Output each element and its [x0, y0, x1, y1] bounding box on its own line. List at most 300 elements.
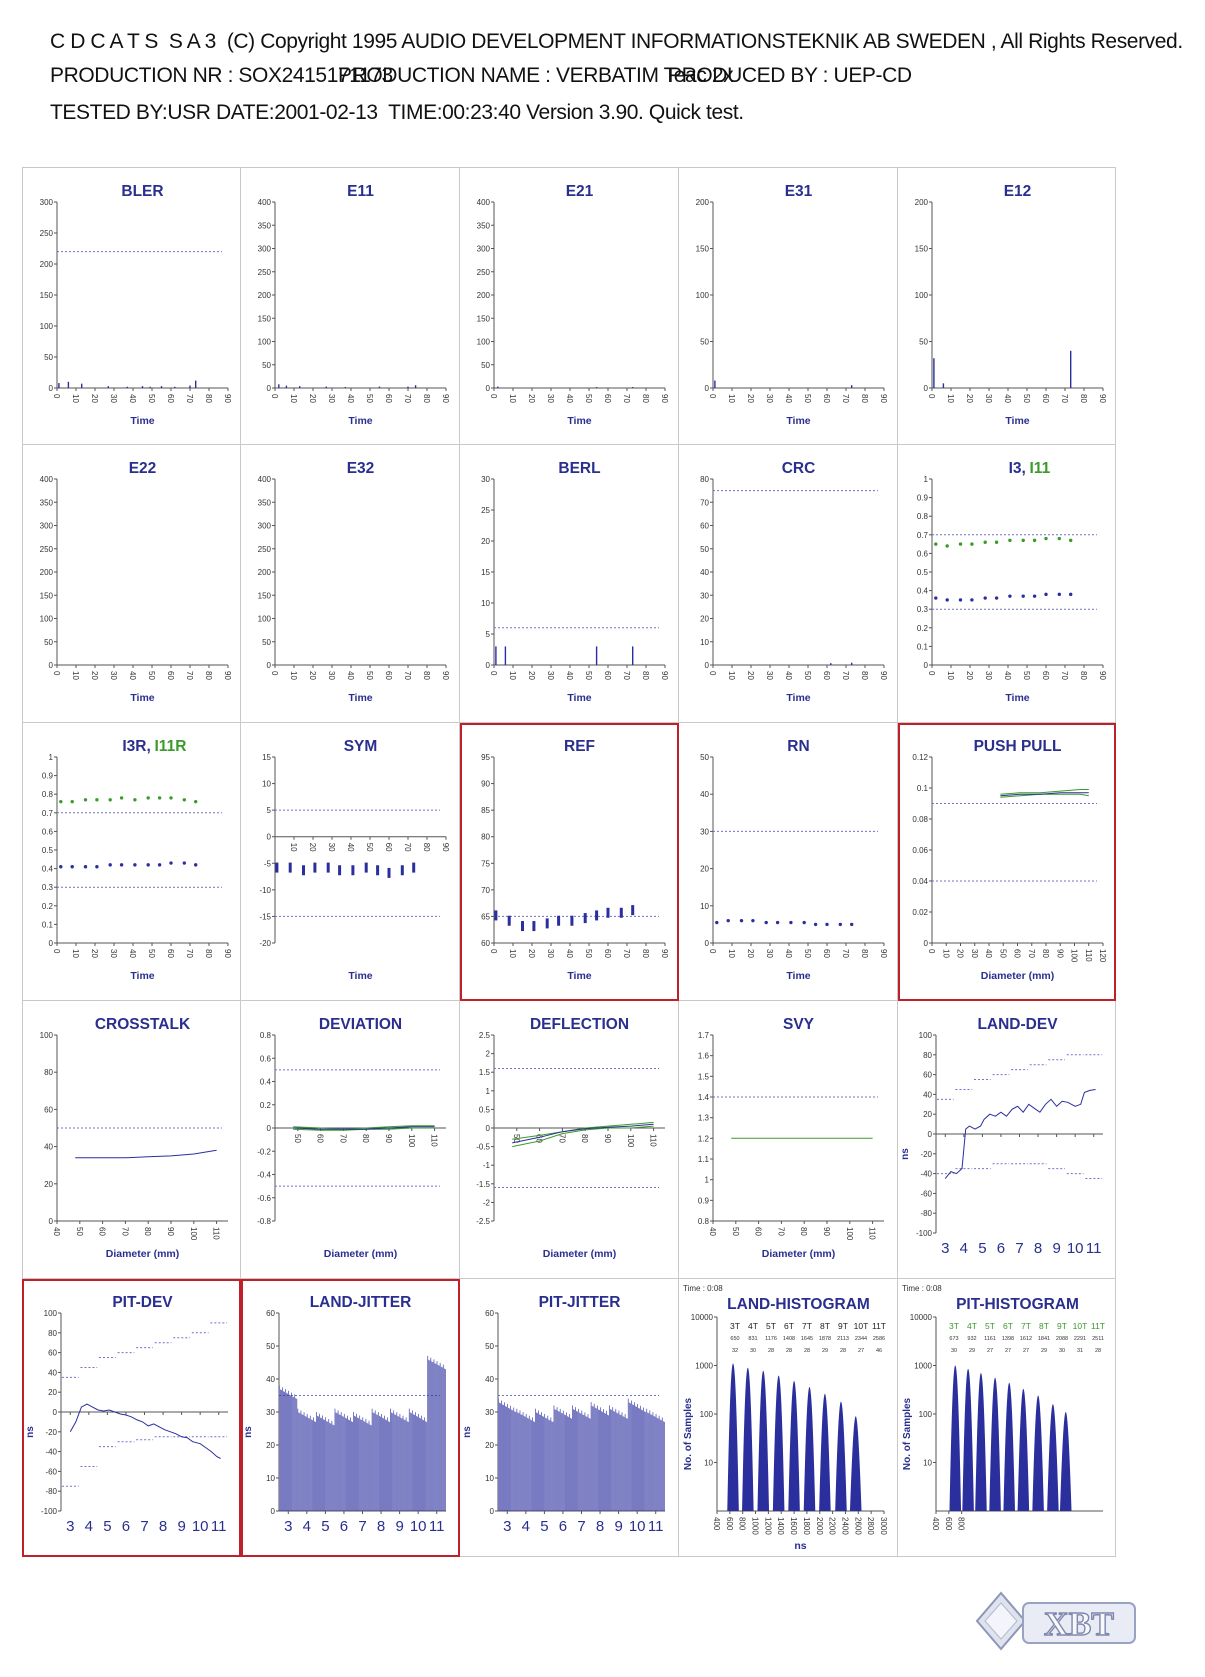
- y-tick-label: -40: [920, 1169, 932, 1179]
- jitter-bar: [420, 1418, 421, 1511]
- x-tick-label: 50: [803, 394, 812, 403]
- x-tick-label: 70: [185, 671, 194, 680]
- x-tick-label: 50: [998, 949, 1008, 958]
- y-tick-label: 0.7: [916, 530, 928, 540]
- y-tick-label: 5: [266, 806, 271, 816]
- y-tick-label: 0: [485, 661, 490, 670]
- legend-label: 7T: [802, 1321, 812, 1331]
- produced-by: PRODUCED BY : UEP-CD: [668, 64, 912, 87]
- x-tick-label: 60: [1012, 949, 1022, 958]
- histogram-peak: [819, 1394, 831, 1511]
- y-tick-label: 1.4: [697, 1093, 709, 1102]
- x-tick-label: 50: [584, 394, 593, 403]
- data-point: [995, 596, 998, 599]
- histogram-peak: [1060, 1412, 1072, 1511]
- x-tick-label: 70: [841, 671, 850, 680]
- jitter-bar: [293, 1397, 294, 1511]
- x-tick-label: 60: [603, 394, 612, 403]
- y-tick-label: 100: [39, 322, 53, 331]
- x-tick-label: 30: [765, 671, 774, 680]
- jitter-bar: [553, 1422, 554, 1511]
- x-tick-label: 800: [737, 1517, 747, 1531]
- x-tick-label: 60: [822, 671, 831, 680]
- jitter-bar: [556, 1410, 557, 1511]
- chart-svg-crosstalk: [23, 1001, 242, 1279]
- y-tick-label: -0.5: [476, 1142, 490, 1152]
- x-tick-label: 70: [403, 671, 412, 680]
- data-point: [183, 861, 186, 864]
- y-tick-label: 350: [257, 498, 271, 508]
- jitter-bar: [541, 1412, 542, 1511]
- legend-value: 2088: [1055, 1336, 1069, 1342]
- data-point: [727, 919, 730, 922]
- x-tick-label: 110: [867, 1227, 877, 1240]
- jitter-bar: [608, 1415, 609, 1511]
- x-tick-label: 3: [284, 1518, 293, 1535]
- chart-panel-e32: [241, 445, 460, 723]
- chart-title: BERL: [558, 460, 601, 477]
- x-tick-label: 20: [90, 671, 99, 680]
- jitter-bar: [301, 1410, 302, 1511]
- y-tick-label: 0: [48, 939, 53, 948]
- jitter-bar: [432, 1362, 433, 1511]
- x-tick-label: 400: [931, 1517, 940, 1531]
- y-tick-label: 0.02: [912, 908, 928, 917]
- y-tick-label: 100: [39, 614, 53, 624]
- jitter-bar: [582, 1411, 583, 1511]
- jitter-bar: [544, 1414, 545, 1511]
- x-tick-label: 10: [289, 671, 298, 680]
- jitter-bar: [377, 1415, 378, 1511]
- y-tick-label: 0.2: [259, 1100, 271, 1110]
- jitter-bar: [598, 1409, 599, 1511]
- x-tick-label: 50: [584, 671, 593, 680]
- x-tick-label: 40: [128, 394, 137, 403]
- x-tick-label: 40: [565, 394, 574, 403]
- x-tick-label: 60: [315, 1134, 325, 1143]
- x-tick-label: 60: [166, 394, 175, 403]
- x-tick-label: 20: [308, 671, 317, 680]
- x-tick-label: 60: [1041, 394, 1050, 403]
- data-point: [620, 908, 623, 918]
- chart-panel-e12: [898, 167, 1116, 445]
- x-tick-label: 100: [1069, 949, 1079, 963]
- jitter-bar: [364, 1421, 365, 1511]
- data-point: [521, 921, 524, 931]
- data-point: [109, 863, 112, 866]
- jitter-bar: [294, 1394, 295, 1511]
- jitter-bar: [300, 1413, 301, 1511]
- data-point: [1058, 537, 1061, 540]
- y-tick-label: 30: [700, 591, 709, 601]
- y-tick-label: 50: [44, 637, 53, 647]
- y-tick-label: 50: [481, 360, 490, 370]
- data-point: [401, 865, 404, 875]
- jitter-bar: [558, 1411, 559, 1511]
- jitter-bar: [642, 1410, 643, 1511]
- x-tick-label: 120: [1098, 949, 1107, 963]
- jitter-bar: [607, 1415, 608, 1511]
- x-tick-label: 3: [941, 1240, 950, 1257]
- y-tick-label: 200: [476, 291, 490, 300]
- x-tick-label: 90: [441, 394, 450, 403]
- jitter-bar: [348, 1420, 349, 1511]
- jitter-bar: [557, 1407, 558, 1511]
- x-tick-label: 90: [223, 394, 232, 403]
- jitter-bar: [614, 1412, 615, 1511]
- x-tick-label: 80: [641, 671, 650, 680]
- y-tick-label: 1000: [695, 1361, 713, 1371]
- y-tick-label: -80: [45, 1487, 57, 1497]
- jitter-bar: [320, 1418, 321, 1511]
- jitter-bar: [302, 1414, 303, 1511]
- y-tick-label: 95: [481, 753, 490, 762]
- jitter-bar: [570, 1418, 571, 1511]
- y-axis-label: No. of Samples: [902, 1397, 913, 1471]
- data-point: [1069, 539, 1072, 542]
- x-tick-label: 30: [984, 671, 993, 680]
- y-tick-label: 1: [48, 753, 53, 762]
- jitter-bar: [629, 1403, 630, 1511]
- legend-label: 7T: [1021, 1321, 1031, 1331]
- jitter-bar: [387, 1417, 388, 1511]
- x-tick-label: 10: [191, 1518, 209, 1535]
- data-point: [327, 863, 330, 873]
- jitter-bar: [427, 1356, 428, 1511]
- jitter-bar: [437, 1361, 438, 1511]
- jitter-bar: [306, 1417, 307, 1511]
- x-axis-label: Time: [567, 970, 592, 982]
- chart-svg-ref: [460, 723, 679, 1001]
- data-point: [595, 910, 598, 920]
- x-tick-label: 4: [959, 1240, 969, 1257]
- chart-panel-svy: [679, 1001, 898, 1279]
- x-tick-label: 110: [429, 1134, 439, 1147]
- x-tick-label: 40: [565, 949, 574, 958]
- jitter-bar: [566, 1412, 567, 1511]
- x-tick-label: 40: [128, 671, 137, 680]
- jitter-bar: [552, 1421, 553, 1511]
- jitter-bar: [499, 1403, 500, 1511]
- y-tick-label: 0: [270, 1507, 275, 1516]
- jitter-bar: [337, 1413, 338, 1511]
- jitter-bar: [646, 1409, 647, 1511]
- jitter-bar: [421, 1416, 422, 1511]
- y-tick-label: 40: [700, 790, 709, 800]
- chart-title: E12: [1003, 183, 1032, 200]
- chart-panel-pit-jitter: [460, 1279, 679, 1557]
- jitter-bar: [309, 1418, 310, 1511]
- jitter-bar: [613, 1411, 614, 1511]
- jitter-bar: [383, 1418, 384, 1511]
- y-tick-label: 40: [266, 1375, 275, 1384]
- jitter-bar: [335, 1409, 336, 1511]
- y-tick-label: 150: [257, 314, 271, 324]
- jitter-bar: [576, 1411, 577, 1511]
- jitter-bar: [409, 1409, 410, 1511]
- jitter-bar: [562, 1413, 563, 1511]
- jitter-bar: [340, 1415, 341, 1511]
- chart-title-secondary: I11: [1029, 460, 1051, 477]
- jitter-bar: [508, 1408, 509, 1511]
- jitter-bar: [343, 1417, 344, 1511]
- x-tick-label: 40: [1003, 394, 1012, 403]
- data-point: [631, 905, 634, 915]
- chart-svg-crc: [679, 445, 898, 723]
- x-tick-label: 70: [185, 394, 194, 403]
- chart-title: I3R: [122, 738, 147, 755]
- jitter-bar: [361, 1420, 362, 1511]
- jitter-bar: [398, 1416, 399, 1511]
- jitter-bar: [516, 1412, 517, 1511]
- y-tick-label: 60: [481, 939, 490, 948]
- jitter-bar: [357, 1418, 358, 1511]
- chart-panel-land-jitter: [241, 1279, 460, 1557]
- chart-panel-deflection: [460, 1001, 679, 1279]
- jitter-bar: [314, 1421, 315, 1511]
- x-tick-label: 20: [527, 671, 536, 680]
- x-tick-label: 50: [803, 949, 812, 958]
- x-tick-label: 30: [984, 394, 993, 403]
- jitter-bar: [539, 1414, 540, 1511]
- jitter-bar: [638, 1408, 639, 1511]
- jitter-bar: [602, 1412, 603, 1511]
- chart-panel-crosstalk: [22, 1001, 241, 1279]
- y-tick-label: 20: [48, 1388, 57, 1398]
- y-tick-label: 25: [481, 506, 490, 515]
- y-tick-label: 0: [52, 1408, 57, 1417]
- jitter-bar: [416, 1416, 417, 1511]
- y-tick-label: 0: [48, 661, 53, 670]
- data-point: [169, 861, 172, 864]
- x-tick-label: 2000: [814, 1517, 824, 1535]
- y-tick-label: 50: [44, 353, 53, 362]
- jitter-bar: [590, 1419, 591, 1511]
- x-axis-label: Time: [1005, 692, 1030, 704]
- jitter-bar: [567, 1416, 568, 1511]
- jitter-bar: [617, 1413, 618, 1511]
- jitter-bar: [635, 1406, 636, 1511]
- jitter-bar: [407, 1421, 408, 1511]
- jitter-bar: [632, 1404, 633, 1511]
- jitter-bar: [307, 1414, 308, 1511]
- y-tick-label: 0.5: [916, 568, 928, 577]
- x-tick-label: 50: [365, 671, 374, 680]
- data-point: [995, 541, 998, 544]
- y-tick-label: 80: [923, 1050, 932, 1060]
- legend-value: 932: [967, 1336, 977, 1342]
- legend-label: 9T: [838, 1321, 848, 1331]
- jitter-bar: [503, 1405, 504, 1511]
- x-tick-label: 9: [395, 1518, 404, 1535]
- x-tick-label: 600: [943, 1517, 953, 1531]
- chart-panel-pit-dev: [22, 1279, 241, 1557]
- x-axis-label: Time: [786, 415, 811, 427]
- x-tick-label: 30: [546, 671, 555, 680]
- jitter-bar: [513, 1408, 514, 1511]
- chart-panel-deviation: [241, 1001, 460, 1279]
- chart-svg-i3-i11: [898, 445, 1117, 723]
- x-tick-label: 10: [727, 671, 736, 680]
- x-tick-label: 0: [489, 949, 498, 954]
- jitter-bar: [574, 1410, 575, 1511]
- chart-panel-berl: [460, 445, 679, 723]
- y-tick-label: 1.5: [478, 1068, 490, 1078]
- x-tick-label: 20: [965, 671, 974, 680]
- data-point: [194, 863, 197, 866]
- legend-value: 1878: [818, 1336, 832, 1342]
- jitter-bar: [370, 1425, 371, 1511]
- y-tick-label: 100: [695, 291, 709, 300]
- x-tick-label: 3: [503, 1518, 512, 1535]
- x-tick-label: 90: [660, 394, 669, 403]
- y-tick-label: 0: [704, 384, 709, 393]
- data-point: [158, 796, 161, 799]
- y-tick-label: -60: [45, 1467, 57, 1477]
- y-tick-label: 100: [476, 337, 490, 347]
- jitter-bar: [622, 1412, 623, 1511]
- y-tick-label: -80: [920, 1209, 932, 1219]
- y-tick-label: 150: [39, 591, 53, 601]
- x-tick-label: 50: [584, 949, 593, 958]
- chart-title: PIT-DEV: [112, 1294, 173, 1311]
- data-point: [158, 863, 161, 866]
- y-tick-label: 2: [485, 1049, 490, 1059]
- y-tick-label: 20: [485, 1441, 494, 1450]
- x-tick-label: 80: [1041, 949, 1050, 958]
- x-tick-label: 80: [860, 671, 869, 680]
- x-tick-label: 70: [1026, 949, 1036, 958]
- x-tick-label: 40: [346, 394, 355, 403]
- jitter-bar: [445, 1369, 446, 1511]
- jitter-bar: [534, 1422, 535, 1511]
- legend-value: 27: [986, 1348, 994, 1354]
- jitter-bar: [579, 1413, 580, 1511]
- x-tick-label: 30: [327, 671, 336, 680]
- x-tick-label: 11: [647, 1518, 664, 1535]
- jitter-bar: [288, 1391, 289, 1511]
- x-tick-label: 10: [508, 394, 517, 403]
- chart-title: SVY: [782, 1016, 815, 1033]
- y-tick-label: -0.8: [257, 1217, 271, 1226]
- chart-svg-land-jitter: [241, 1279, 460, 1557]
- x-tick-label: 10: [289, 842, 298, 852]
- jitter-bar: [625, 1414, 626, 1511]
- jitter-bar: [289, 1395, 290, 1511]
- legend-value: 46: [875, 1348, 883, 1354]
- jitter-bar: [417, 1417, 418, 1511]
- y-tick-label: 70: [700, 498, 709, 508]
- jitter-bar: [336, 1413, 337, 1511]
- chart-svg-e11: [241, 168, 460, 446]
- jitter-bar: [322, 1415, 323, 1511]
- jitter-bar: [344, 1414, 345, 1511]
- jitter-bar: [353, 1412, 354, 1511]
- y-tick-label: -10: [259, 885, 271, 895]
- jitter-bar: [379, 1416, 380, 1511]
- x-axis-label: Time: [786, 970, 811, 982]
- x-tick-label: 20: [955, 949, 965, 958]
- x-tick-label: 90: [660, 671, 669, 680]
- x-tick-label: 60: [166, 671, 175, 680]
- jitter-bar: [284, 1392, 285, 1511]
- jitter-bar: [650, 1410, 651, 1511]
- xbt-logo: [973, 1589, 1143, 1659]
- jitter-bar: [375, 1410, 376, 1511]
- legend-label: 6T: [784, 1321, 794, 1331]
- histogram-peak: [1032, 1396, 1044, 1511]
- x-tick-label: 40: [708, 1227, 717, 1236]
- x-tick-label: 0: [927, 671, 936, 676]
- x-axis-label: Time: [348, 970, 373, 982]
- data-point: [351, 865, 354, 875]
- legend-label: 6T: [1003, 1321, 1013, 1331]
- data-point: [412, 863, 415, 873]
- x-tick-label: 7: [358, 1518, 367, 1535]
- x-tick-label: 100: [844, 1227, 854, 1241]
- jitter-bar: [321, 1418, 322, 1511]
- y-tick-label: 300: [476, 244, 490, 254]
- y-tick-label: 0.9: [697, 1196, 709, 1206]
- data-point: [765, 921, 768, 924]
- data-point: [133, 798, 136, 801]
- x-axis-label: Time: [348, 415, 373, 427]
- y-tick-label: 20: [266, 1441, 275, 1450]
- y-tick-label: -0.2: [257, 1147, 271, 1157]
- production-name: PRODUCTION NAME : VERBATIM Teac 2x: [338, 64, 734, 87]
- y-tick-label: -1.5: [476, 1179, 490, 1189]
- chart-panel-pit-histogram: [898, 1279, 1116, 1557]
- data-point: [194, 800, 197, 803]
- data-point: [715, 921, 718, 924]
- jitter-bar: [537, 1413, 538, 1511]
- x-tick-label: 30: [327, 394, 336, 403]
- data-point: [751, 919, 754, 922]
- x-tick-label: 60: [603, 949, 612, 958]
- y-tick-label: 2.5: [478, 1031, 490, 1040]
- y-tick-label: 200: [39, 260, 53, 269]
- y-tick-label: 100: [918, 1031, 932, 1040]
- y-tick-label: 200: [914, 198, 928, 207]
- y-tick-label: 65: [481, 912, 490, 922]
- jitter-bar: [397, 1412, 398, 1511]
- jitter-bar: [587, 1417, 588, 1511]
- jitter-bar: [339, 1414, 340, 1511]
- jitter-bar: [569, 1414, 570, 1511]
- y-tick-label: 60: [485, 1309, 494, 1318]
- jitter-bar: [440, 1363, 441, 1511]
- data-point: [532, 921, 535, 931]
- y-tick-label: 0.1: [916, 784, 928, 793]
- x-axis-label: Time: [567, 692, 592, 704]
- jitter-bar: [620, 1415, 621, 1511]
- jitter-bar: [408, 1422, 409, 1511]
- jitter-bar: [386, 1420, 387, 1511]
- jitter-bar: [310, 1416, 311, 1511]
- data-point: [120, 796, 123, 799]
- x-tick-label: 80: [860, 394, 869, 403]
- jitter-bar: [658, 1418, 659, 1511]
- jitter-bar: [381, 1414, 382, 1511]
- legend-value: 28: [1094, 1348, 1102, 1354]
- y-tick-label: 30: [485, 1408, 494, 1417]
- x-tick-label: 0: [52, 949, 61, 954]
- x-tick-label: 90: [879, 949, 888, 958]
- y-tick-label: 0.3: [916, 605, 928, 615]
- chart-title: E22: [128, 460, 157, 477]
- x-tick-label: 5: [321, 1518, 330, 1535]
- x-tick-label: 10: [628, 1518, 646, 1535]
